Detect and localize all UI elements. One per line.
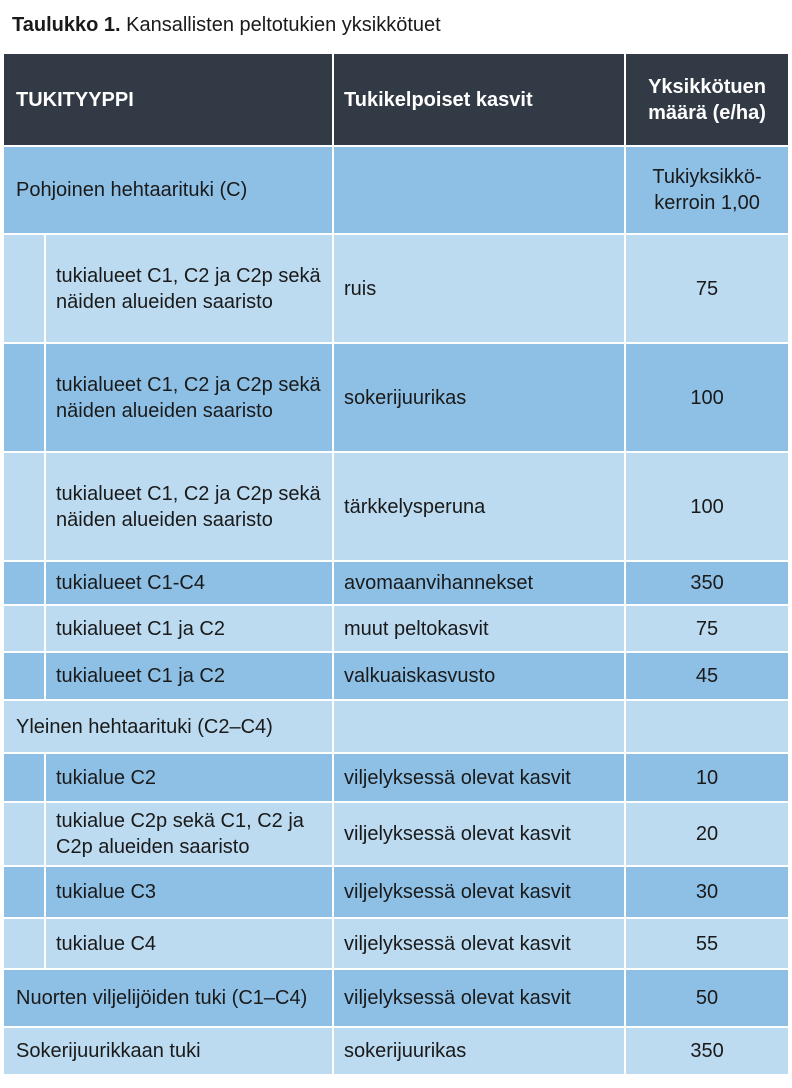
- table-row: [3, 452, 789, 561]
- crop-cell: ruis: [333, 234, 625, 343]
- crop-cell: viljelyksessä olevat kasvit: [333, 866, 625, 918]
- value-cell: [625, 700, 789, 753]
- crop-cell: viljelyksessä olevat kasvit: [333, 918, 625, 969]
- header-amount-line1: Yksikkötuen: [648, 75, 766, 98]
- type-cell: tukialueet C1 ja C2: [45, 605, 333, 652]
- value-cell: 20: [625, 802, 789, 866]
- table-row: [3, 700, 789, 753]
- indent-cell: [3, 802, 45, 866]
- value-line2: kerroin 1,00: [654, 192, 760, 214]
- table-row: [3, 866, 789, 918]
- crop-cell: avomaanvihannekset: [333, 561, 625, 605]
- table-row: [3, 753, 789, 802]
- value-cell: 350: [625, 1027, 789, 1075]
- type-cell: tukialueet C1, C2 ja C2p sekä näiden alueiden saaristo: [45, 343, 333, 452]
- crop-cell: [333, 146, 625, 234]
- type-cell: tukialue C2p sekä C1, C2 ja C2p alueiden saaristo: [45, 802, 333, 866]
- table-row: [3, 343, 789, 452]
- header-crops: Tukikelpoiset kasvit: [333, 53, 625, 146]
- indent-cell: [3, 918, 45, 969]
- value-cell: 10: [625, 753, 789, 802]
- indent-cell: [3, 234, 45, 343]
- type-cell: Yleinen hehtaarituki (C2–C4): [3, 700, 333, 753]
- crop-cell: viljelyksessä olevat kasvit: [333, 753, 625, 802]
- type-cell: tukialue C2: [45, 753, 333, 802]
- value-cell: 50: [625, 969, 789, 1027]
- value-cell: 75: [625, 234, 789, 343]
- indent-cell: [3, 452, 45, 561]
- caption-text: Kansallisten peltotukien yksikkötuet: [126, 14, 441, 36]
- indent-cell: [3, 343, 45, 452]
- type-cell: tukialueet C1 ja C2: [45, 652, 333, 700]
- header-type: TUKITYYPPI: [3, 53, 333, 146]
- crop-cell: viljelyksessä olevat kasvit: [333, 969, 625, 1027]
- type-cell: tukialueet C1, C2 ja C2p sekä näiden alueiden saaristo: [45, 452, 333, 561]
- type-cell: tukialue C4: [45, 918, 333, 969]
- table-caption: [12, 14, 441, 37]
- value-cell: 100: [625, 452, 789, 561]
- type-cell: tukialue C3: [45, 866, 333, 918]
- value-line1: Tukiyksikkö-: [652, 166, 762, 188]
- value-cell: [625, 146, 789, 234]
- header-row: [3, 53, 789, 146]
- table-row: [3, 652, 789, 700]
- indent-cell: [3, 561, 45, 605]
- header-amount: [625, 53, 789, 146]
- crop-cell: viljelyksessä olevat kasvit: [333, 802, 625, 866]
- type-cell: Pohjoinen hehtaarituki (C): [3, 146, 333, 234]
- table-row: [3, 605, 789, 652]
- crop-cell: tärkkelysperuna: [333, 452, 625, 561]
- value-cell: 55: [625, 918, 789, 969]
- value-cell: 350: [625, 561, 789, 605]
- crop-cell: sokerijuurikas: [333, 343, 625, 452]
- crop-cell: [333, 700, 625, 753]
- subsidy-table: [2, 52, 790, 1076]
- table-row: [3, 918, 789, 969]
- indent-cell: [3, 605, 45, 652]
- indent-cell: [3, 753, 45, 802]
- table-row: [3, 1027, 789, 1075]
- table-row: [3, 802, 789, 866]
- header-amount-line2: määrä (e/ha): [648, 101, 766, 124]
- type-cell: tukialueet C1-C4: [45, 561, 333, 605]
- table-row: [3, 146, 789, 234]
- indent-cell: [3, 866, 45, 918]
- table-row: [3, 561, 789, 605]
- crop-cell: sokerijuurikas: [333, 1027, 625, 1075]
- table-row: [3, 969, 789, 1027]
- value-cell: 75: [625, 605, 789, 652]
- crop-cell: valkuaiskasvusto: [333, 652, 625, 700]
- value-cell: 30: [625, 866, 789, 918]
- value-cell: 45: [625, 652, 789, 700]
- value-cell: 100: [625, 343, 789, 452]
- type-cell: Nuorten viljelijöiden tuki (C1–C4): [3, 969, 333, 1027]
- caption-label: Taulukko 1.: [12, 14, 121, 36]
- type-cell: tukialueet C1, C2 ja C2p sekä näiden alueiden saaristo: [45, 234, 333, 343]
- type-cell: Sokerijuurikkaan tuki: [3, 1027, 333, 1075]
- indent-cell: [3, 652, 45, 700]
- crop-cell: muut peltokasvit: [333, 605, 625, 652]
- table-row: [3, 234, 789, 343]
